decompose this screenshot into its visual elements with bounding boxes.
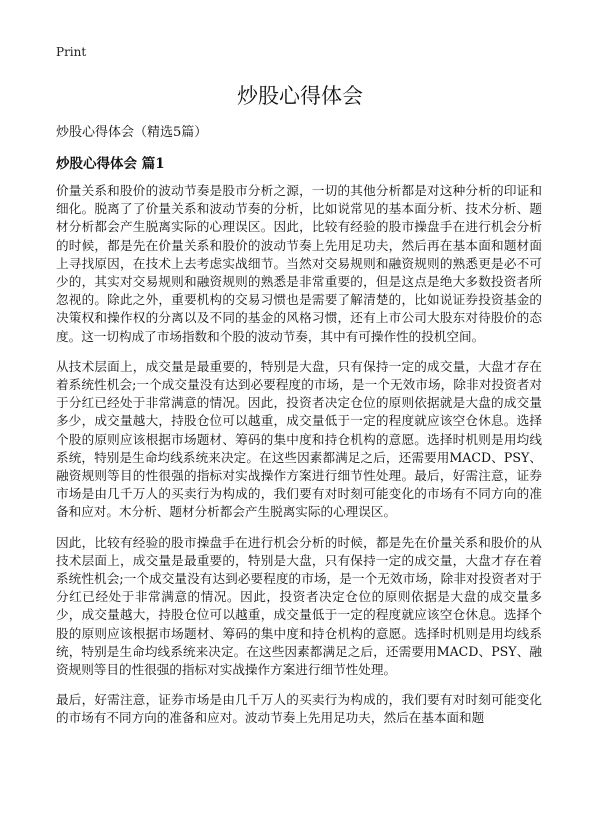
paragraph-2: 从技术层面上，成交量是最重要的，特别是大盘，只有保持一定的成交量，大盘才存在着系统性机会;一个成交量没有达到必要程度的市场，是一个无效市场，除非对投资者对于分红已经处于非常满意的情况。因此，投资者决定仓位的原则依据就是大盘的成交量多少，成交量越大，持股仓位可以越重，成交量低于一定的程度就应该空仓休息。选择个股的原则应该根据市场题材、筹码的集中度和持仓机构的意愿。选择时机则是用均线系统，特别是生命均线系统来决定。在这些因素都满足之后，还需要用MACD、PSY、融资规则等目的性很强的指标对实战操作方案进行细节性处理。最后，好需注意，证券市场是由几千万人的买卖行为构成的，我们要有对时刻可能变化的市场有不同方向的准备和应对。木分析、题材分析都会产生脱离实际的心理误区。 bbox=[56, 358, 542, 520]
print-label: Print bbox=[56, 45, 87, 59]
paragraph-3: 因此，比较有经验的股市操盘手在进行机会分析的时候，都是先在价量关系和股价的从技术层面上，成交量是最重要的，特别是大盘，只有保持一定的成交量，大盘才存在着系统性机会;一个成交量没有达到必要程度的市场，是一个无效市场，除非对投资者对于分红已经处于非常满意的情况。因此，投资者决定仓位的原则依据是大盘的成交量多少，成交量越大，持股仓位可以越重，成交量低于一定的程度就应该空仓休息。选择个股的原则应该根据市场题材、筹码的集中度和持仓机构的意愿。选择时机则是用均线系统，特别是生命均线系统来决定。在这些因素都满足之后，还需要用MACD、PSY、融资规则等目的性很强的指标对实战操作方案进行细节性处理。 bbox=[56, 534, 542, 678]
document-subtitle: 炒股心得体会（精选5篇） bbox=[56, 125, 208, 140]
section-heading: 炒股心得体会 篇1 bbox=[56, 156, 165, 172]
paragraph-4: 最后，好需注意，证券市场是由几千万人的买卖行为构成的，我们要有对时刻可能变化的市场有不同方向的准备和应对。波动节奏上先用足功夫，然后在基本面和题 bbox=[56, 692, 542, 726]
document-title: 炒股心得体会 bbox=[237, 84, 363, 108]
document-body bbox=[56, 182, 542, 740]
paragraph-1: 价量关系和股价的波动节奏是股市分析之源，一切的其他分析都是对这种分析的印证和细化。脱离了了价量关系和波动节奏的分析，比如说常见的基本面分析、技术分析、题材分析都会产生脱离实际的心理误区。因此，比较有经验的股市操盘手在进行机会分析的时候，都是先在价量关系和股价的波动节奏上先用足功夫，然后再在基本面和题材面上寻找原因，在技术上去考虑实战细节。当然对交易规则和融资规则的熟悉更是必不可少的，其实对交易规则和融资规则的熟悉是非常重要的，但是这点是绝大多数投资者所忽视的。除此之外，重要机构的交易习惯也是需要了解清楚的，比如说证券投资基金的决策权和操作权的分离以及不同的基金的风格习惯，还有上市公司大股东对待股价的态度。这一切构成了市场指数和个股的波动节奏，其中有可操作性的投机空间。 bbox=[56, 183, 542, 344]
